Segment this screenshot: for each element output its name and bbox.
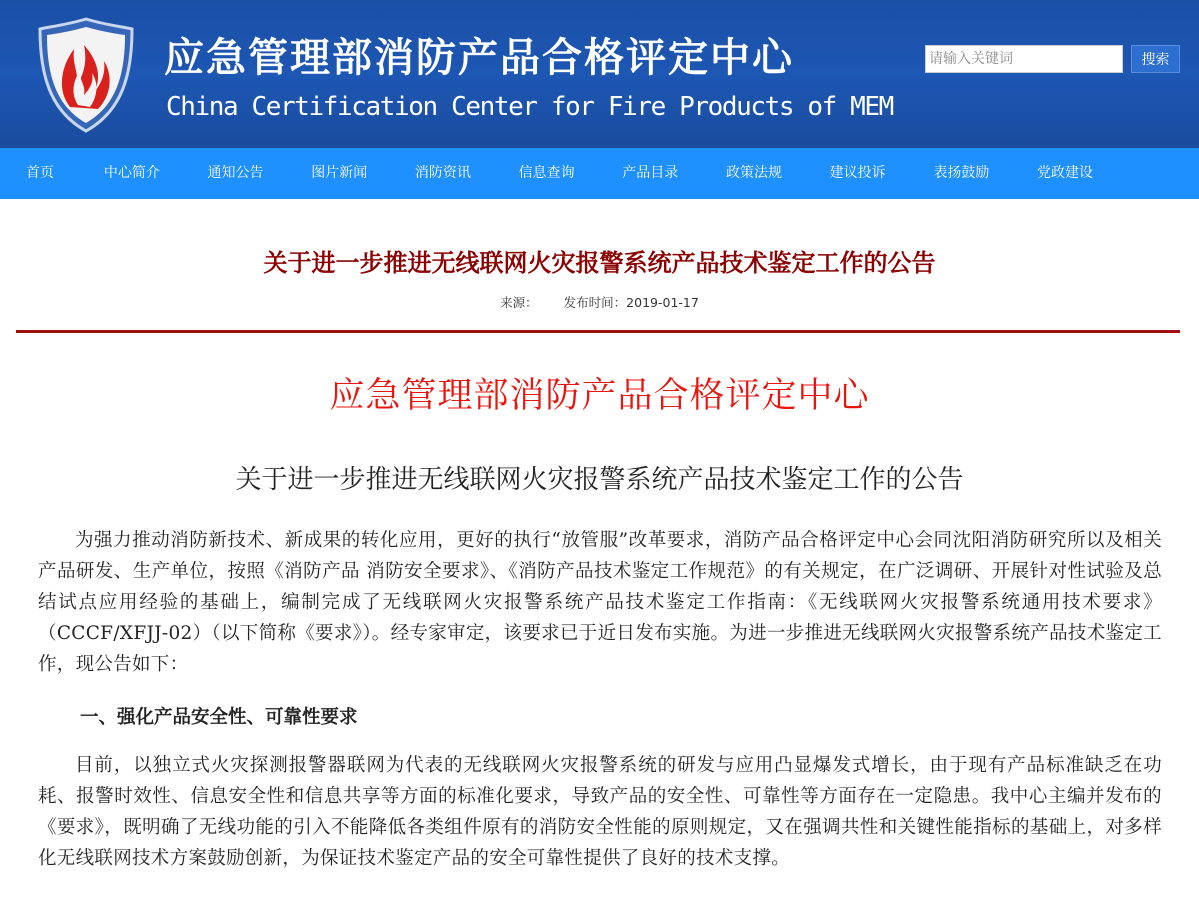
article-source: 来源： bbox=[500, 295, 538, 310]
nav-item-about[interactable]: 中心简介 bbox=[103, 165, 160, 181]
article-divider bbox=[16, 330, 1180, 333]
article-date: 发布时间：2019-01-17 bbox=[563, 295, 699, 310]
search-input[interactable] bbox=[925, 45, 1123, 73]
site-header bbox=[0, 0, 1199, 148]
nav-item-info-query[interactable]: 信息查询 bbox=[518, 165, 575, 181]
document-title: 关于进一步推进无线联网火灾报警系统产品技术鉴定工作的公告 bbox=[235, 465, 964, 495]
nav-item-photo-news[interactable]: 图片新闻 bbox=[311, 165, 368, 181]
search-button[interactable]: 搜索 bbox=[1131, 45, 1180, 73]
nav-item-fire-news[interactable]: 消防资讯 bbox=[414, 165, 471, 181]
site-title-chinese: 应急管理部消防产品合格评定中心 bbox=[164, 35, 794, 81]
nav-item-party-building[interactable]: 党政建设 bbox=[1037, 165, 1094, 181]
site-title-english: China Certification Center for Fire Products of MEM bbox=[166, 92, 893, 122]
nav-item-praise[interactable]: 表扬鼓励 bbox=[933, 165, 990, 181]
nav-item-product-catalog[interactable]: 产品目录 bbox=[622, 165, 679, 181]
article-meta bbox=[0, 293, 1199, 311]
section-heading: 一、强化产品安全性、可靠性要求 bbox=[80, 707, 358, 728]
fire-shield-logo-icon[interactable] bbox=[36, 15, 136, 135]
document-red-heading: 应急管理部消防产品合格评定中心 bbox=[329, 376, 870, 416]
nav-item-complaints[interactable]: 建议投诉 bbox=[829, 165, 886, 181]
nav-item-policies[interactable]: 政策法规 bbox=[725, 165, 782, 181]
nav-item-notices[interactable]: 通知公告 bbox=[207, 165, 264, 181]
main-nav bbox=[0, 148, 1199, 199]
article-title: 关于进一步推进无线联网火灾报警系统产品技术鉴定工作的公告 bbox=[263, 249, 936, 277]
nav-item-home[interactable]: 首页 bbox=[26, 165, 54, 181]
paragraph-intro: 为强力推动消防新技术、新成果的转化应用，更好的执行“放管服”改革要求，消防产品合格评定中心会同沈阳消防研究所以及相关产品研发、生产单位，按照《消防产品 消防安全要求》、《消防产品技术鉴定工作规范》的有关规定，在广泛调研、开展针对性试验及总结试点应用经验的基础上，编制完成了无线联网火灾报警系统产品技术鉴定工作指南：《无线联网火灾报警系统通用技术要求》（CCCF/XFJJ-02）（以下简称《要求》）。经专家审定，该要求已于近日发布实施。为进一步推进无线联网火灾报警系统产品技术鉴定工作，现公告如下： bbox=[38, 530, 1162, 675]
paragraph-section1: 目前，以独立式火灾探测报警器联网为代表的无线联网火灾报警系统的研发与应用凸显爆发式增长，由于现有产品标准缺乏在功耗、报警时效性、信息安全性和信息共享等方面的标准化要求，导致产品的安全性、可靠性等方面存在一定隐患。我中心主编并发布的《要求》，既明确了无线功能的引入不能降低各类组件原有的消防安全性能的原则规定，又在强调共性和关键性能指标的基础上，对多样化无线联网技术方案鼓励创新，为保证技术鉴定产品的安全可靠性提供了良好的技术支撑。 bbox=[38, 755, 1162, 869]
